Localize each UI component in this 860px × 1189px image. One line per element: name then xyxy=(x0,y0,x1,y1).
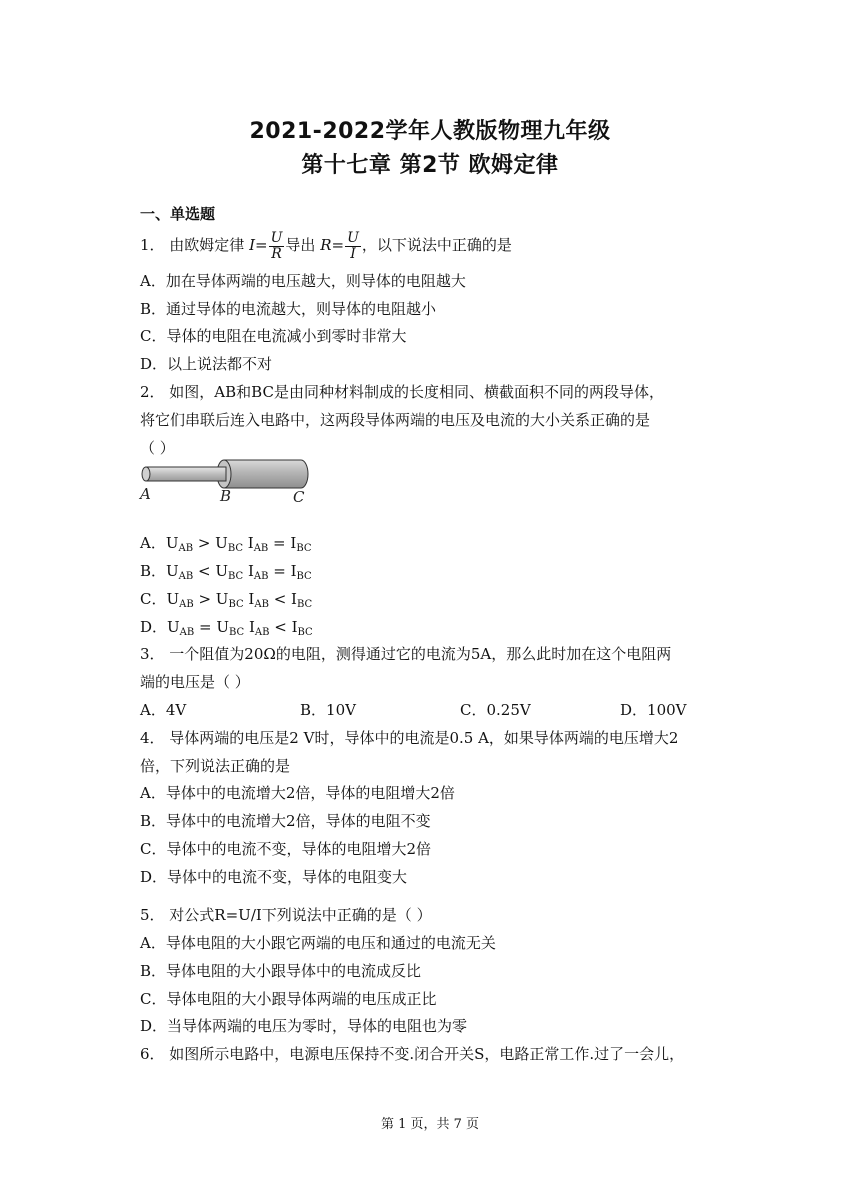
q3-stem-line1: 3． 一个阻值为20Ω的电阻，测得通过它的电流为5A，那么此时加在这个电阻两 xyxy=(140,645,672,663)
page-footer: 第 1 页，共 7 页 xyxy=(380,1117,480,1132)
q1-formula2-denominator: I xyxy=(350,245,356,262)
q2-stem-line1: 2． 如图，AB和BC是由同种材料制成的长度相同、横截面积不同的两段导体， xyxy=(140,383,664,401)
section-heading: 一、单选题 xyxy=(140,205,216,223)
q1-option-c: C．导体的电阻在电流减小到零时非常大 xyxy=(140,327,407,345)
q1-formula1-numerator: U xyxy=(270,229,283,246)
q1-suffix: ，以下说法中正确的是 xyxy=(361,236,512,254)
q3-option-c: C．0.25V xyxy=(460,701,531,719)
q3-stem-line2: 端的电压是（ ） xyxy=(140,673,250,691)
conductor-bc xyxy=(224,460,308,488)
doc-title-line2: 第十七章 第2节 欧姆定律 xyxy=(301,153,559,178)
conductor-ab xyxy=(146,467,226,481)
q1-formula1-denominator: R xyxy=(271,245,282,262)
q1-mid: 导出 xyxy=(285,236,321,254)
q4-option-c: C．导体中的电流不变，导体的电阻增大2倍 xyxy=(140,840,432,858)
q2-figure-label-a: A xyxy=(140,485,151,503)
q5-option-c: C．导体电阻的大小跟导体两端的电压成正比 xyxy=(140,990,437,1008)
q5-option-a: A．导体电阻的大小跟它两端的电压和通过的电流无关 xyxy=(140,934,496,952)
q1-formula1-lhs: I= xyxy=(249,236,268,254)
q1-stem xyxy=(140,230,730,262)
q2-option-a: A．$U_{AB} > U_{BC}$ $I_{AB} = I_{BC}$ xyxy=(140,534,312,554)
q3-option-d: D．100V xyxy=(620,701,687,719)
q1-option-a: A．加在导体两端的电压越大，则导体的电阻越大 xyxy=(140,272,466,290)
q3-option-a: A．4V xyxy=(140,701,187,719)
q4-stem-line1: 4． 导体两端的电压是2 V时，导体中的电流是0.5 A，如果导体两端的电压增大2 xyxy=(140,729,679,747)
q5-option-d: D．当导体两端的电压为零时，导体的电阻也为零 xyxy=(140,1017,468,1035)
q4-option-d: D．导体中的电流不变，导体的电阻变大 xyxy=(140,868,408,886)
q1-option-b: B．通过导体的电流越大，则导体的电阻越小 xyxy=(140,300,437,318)
q3-option-b: B．10V xyxy=(300,701,356,719)
q5-stem: 5． 对公式R=U/I下列说法中正确的是（ ） xyxy=(140,906,432,924)
q1-formula2-lhs: R= xyxy=(320,236,345,254)
doc-title-line1: 2021-2022学年人教版物理九年级 xyxy=(249,119,611,144)
q6-stem-line1: 6． 如图所示电路中，电源电压保持不变.闭合开关S，电路正常工作.过了一会儿， xyxy=(140,1045,685,1063)
q2-stem-line2: 将它们串联后连入电路中，这两段导体两端的电压及电流的大小关系正确的是 xyxy=(140,411,651,429)
q2-figure-label-c: C xyxy=(293,488,305,506)
q1-option-d: D．以上说法都不对 xyxy=(140,355,273,373)
q1-formula2-numerator: U xyxy=(347,229,359,246)
q4-stem-line2: 倍，下列说法正确的是 xyxy=(140,757,291,775)
q1-formula2-fraction xyxy=(345,231,361,262)
q5-option-b: B．导体电阻的大小跟导体中的电流成反比 xyxy=(140,962,422,980)
conductor-ab-end-face xyxy=(142,467,150,481)
q1-prefix: 1． 由欧姆定律 xyxy=(140,236,250,254)
q2-figure-label-b: B xyxy=(220,487,232,505)
q2-option-b: B．$U_{AB} < U_{BC}$ $I_{AB} = I_{BC}$ xyxy=(140,562,312,582)
q2-conductor-figure xyxy=(136,455,316,507)
q2-stem-line3: （ ） xyxy=(140,439,175,457)
q2-option-c: C．$U_{AB} > U_{BC}$ $I_{AB} < I_{BC}$ xyxy=(140,590,313,610)
q2-option-d: D．$U_{AB} = U_{BC}$ $I_{AB} < I_{BC}$ xyxy=(140,618,313,638)
q4-option-b: B．导体中的电流增大2倍，导体的电阻不变 xyxy=(140,812,431,830)
q1-formula1-fraction xyxy=(269,231,285,262)
q4-option-a: A．导体中的电流增大2倍，导体的电阻增大2倍 xyxy=(140,784,455,802)
